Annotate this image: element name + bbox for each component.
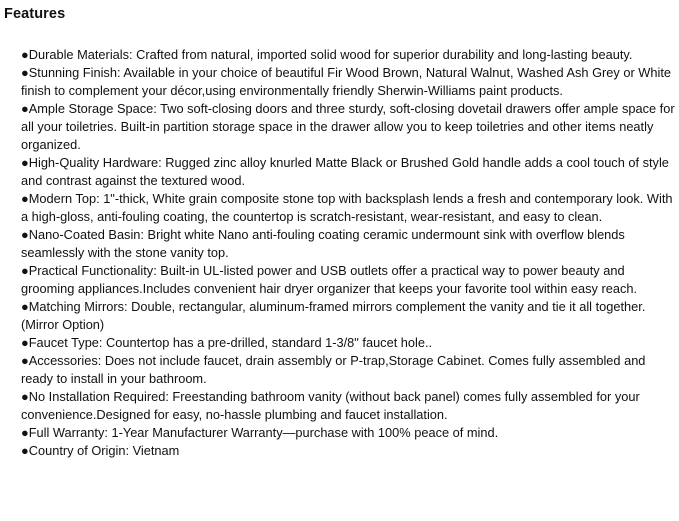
feature-item-country-of-origin	[21, 442, 677, 460]
feature-text: High-Quality Hardware: Rugged zinc alloy knurled Matte Black or Brushed Gold handle adds a cool touch of style and contrast against the textured wood.	[21, 155, 669, 188]
feature-item-modern-top	[21, 190, 677, 226]
feature-text: Full Warranty: 1-Year Manufacturer Warranty—purchase with 100% peace of mind.	[28, 425, 499, 440]
feature-item-accessories	[21, 352, 677, 388]
feature-text: Nano-Coated Basin: Bright white Nano anti-fouling coating ceramic undermount sink with overflow blends seamlessly with the stone vanity top.	[21, 227, 625, 260]
bullet-icon: ●	[21, 443, 29, 458]
feature-text: Durable Materials: Crafted from natural, imported solid wood for superior durability and long-lasting beauty.	[28, 47, 633, 62]
bullet-icon: ●	[21, 353, 29, 368]
feature-text: Ample Storage Space: Two soft-closing doors and three sturdy, soft-closing dovetail drawers offer ample space for all your toiletries. Built-in partition storage space in the drawer allow you to keep toiletries and other items neatly organized.	[21, 101, 675, 152]
bullet-icon: ●	[21, 47, 29, 62]
feature-item-practical-functionality	[21, 262, 677, 298]
feature-item-matching-mirrors	[21, 298, 677, 334]
feature-text: Practical Functionality: Built-in UL-listed power and USB outlets offer a practical way to power beauty and grooming appliances.Includes convenient hair dryer organizer that keeps your favorite tool within easy reach.	[21, 263, 638, 296]
feature-text: Modern Top: 1"-thick, White grain composite stone top with backsplash lends a fresh and contemporary look. With a high-gloss, anti-fouling coating, the countertop is scratch-resistant, wear-resistant, and easy to clean.	[21, 191, 673, 224]
bullet-icon: ●	[21, 227, 29, 242]
feature-list	[21, 46, 677, 460]
bullet-icon: ●	[21, 299, 29, 314]
feature-text: Stunning Finish: Available in your choice of beautiful Fir Wood Brown, Natural Walnut, Washed Ash Grey or White finish to complement your décor,using environmentally friendly Sherwin-Williams paint products.	[21, 65, 672, 98]
feature-item-faucet-type	[21, 334, 677, 352]
bullet-icon: ●	[21, 263, 29, 278]
feature-text: No Installation Required: Freestanding bathroom vanity (without back panel) comes fully assembled for your convenience.Designed for easy, no-hassle plumbing and faucet installation.	[21, 389, 640, 422]
feature-text: Faucet Type: Countertop has a pre-drilled, standard 1-3/8" faucet hole..	[28, 335, 433, 350]
feature-item-ample-storage	[21, 100, 677, 154]
bullet-icon: ●	[21, 155, 29, 170]
bullet-icon: ●	[21, 191, 29, 206]
feature-item-no-installation	[21, 388, 677, 424]
feature-text: Matching Mirrors: Double, rectangular, aluminum-framed mirrors complement the vanity and tie it all together. (Mirror Option)	[21, 299, 646, 332]
feature-item-nano-basin	[21, 226, 677, 262]
bullet-icon: ●	[21, 101, 29, 116]
bullet-icon: ●	[21, 335, 29, 350]
feature-text: Accessories: Does not include faucet, drain assembly or P-trap,Storage Cabinet. Comes fully assembled and ready to install in your bathroom.	[21, 353, 646, 386]
bullet-icon: ●	[21, 425, 29, 440]
feature-item-hardware	[21, 154, 677, 190]
feature-text: Country of Origin: Vietnam	[28, 443, 180, 458]
bullet-icon: ●	[21, 65, 29, 80]
bullet-icon: ●	[21, 389, 29, 404]
feature-item-durable-materials	[21, 46, 677, 64]
section-heading: Features	[4, 6, 66, 22]
feature-item-full-warranty	[21, 424, 677, 442]
feature-item-stunning-finish	[21, 64, 677, 100]
